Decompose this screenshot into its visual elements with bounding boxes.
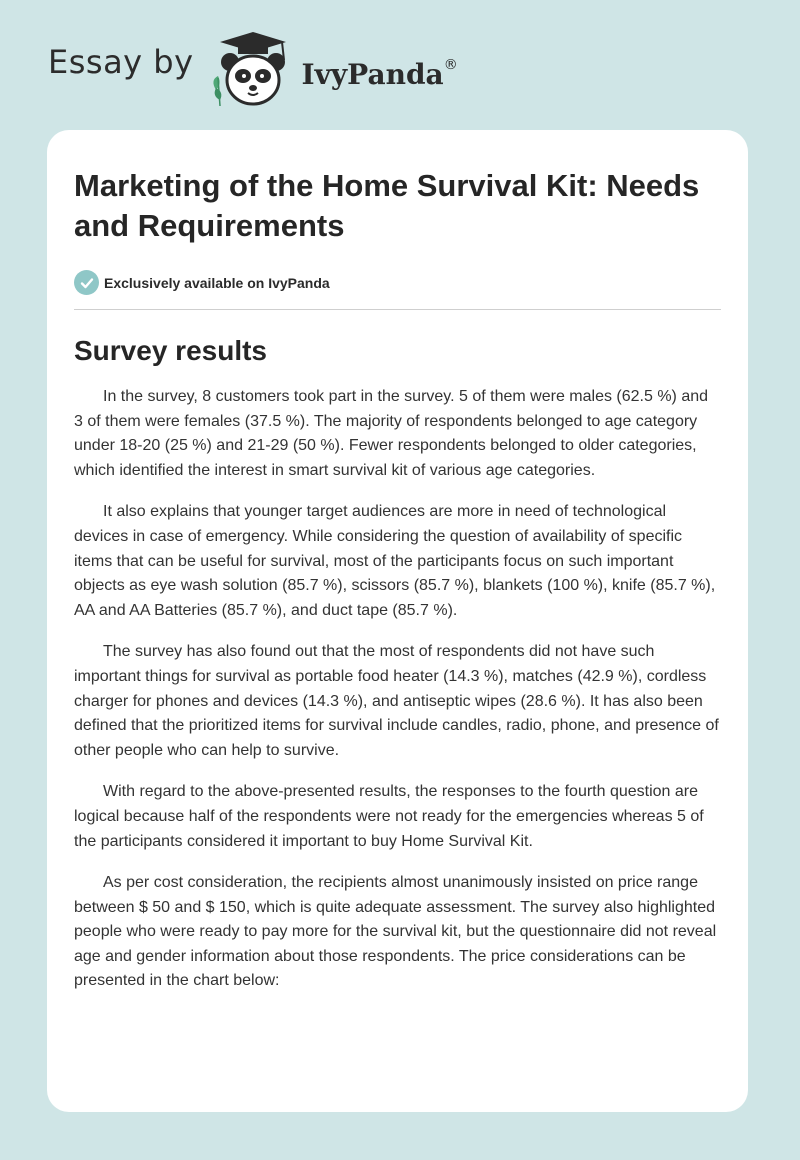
exclusive-badge <box>74 270 721 310</box>
paragraph: In the survey, 8 customers took part in the survey. 5 of them were males (62.5 %) and 3 of them were females (37.5 %). The majority of respondents belonged to age category under 18-20 (25 %) and 21-29 (50 %). Fewer respondents belonged to older categories, which identified the interest in smart survival kit of various age categories. <box>74 388 709 479</box>
article-card <box>47 130 748 1112</box>
brand-name[interactable] <box>302 58 458 91</box>
brand-text: IvyPanda <box>301 57 444 91</box>
site-header <box>48 30 458 110</box>
paragraph: With regard to the above-presented results, the responses to the fourth question are logical because half of the respondents were not ready for the emergencies whereas 5 of the participants considered it important to buy Home Survival Kit. <box>74 783 704 850</box>
panda-logo-icon[interactable] <box>208 30 298 110</box>
essay-by-label: Essay by <box>48 43 194 81</box>
exclusive-label: Exclusively available on IvyPanda <box>104 274 330 291</box>
paragraph: The survey has also found out that the most of respondents did not have such important things for survival as portable food heater (14.3 %), matches (42.9 %), cordless charger for phones and devices (14.3 %), and antiseptic wipes (28.6 %). It has also been defined that the prioritized items for survival include candles, radio, phone, and presence of other people who can help to survive. <box>74 643 719 759</box>
section-title: Survey results <box>74 335 267 366</box>
paragraph: It also explains that younger target audiences are more in need of technological devices in case of emergency. While considering the question of availability of specific items that can be useful for survival, most of the participants focus on such important objects as eye wash solution (85.7 %), scissors (85.7 %), blankets (100 %), knife (85.7 %), AA and AA Batteries (85.7 %), and duct tape (85.7 %). <box>74 503 716 619</box>
registered-mark: ® <box>443 57 458 74</box>
check-icon <box>74 270 99 295</box>
article-title: Marketing of the Home Survival Kit: Needs and Requirements <box>74 168 700 243</box>
paragraph: As per cost consideration, the recipients almost unanimously insisted on price range between $ 50 and $ 150, which is quite adequate assessment. The survey also highlighted people who were ready to pay more for the survival kit, but the questionnaire did not reveal age and gender information about those respondents. The price considerations can be presented in the chart below: <box>74 874 717 990</box>
